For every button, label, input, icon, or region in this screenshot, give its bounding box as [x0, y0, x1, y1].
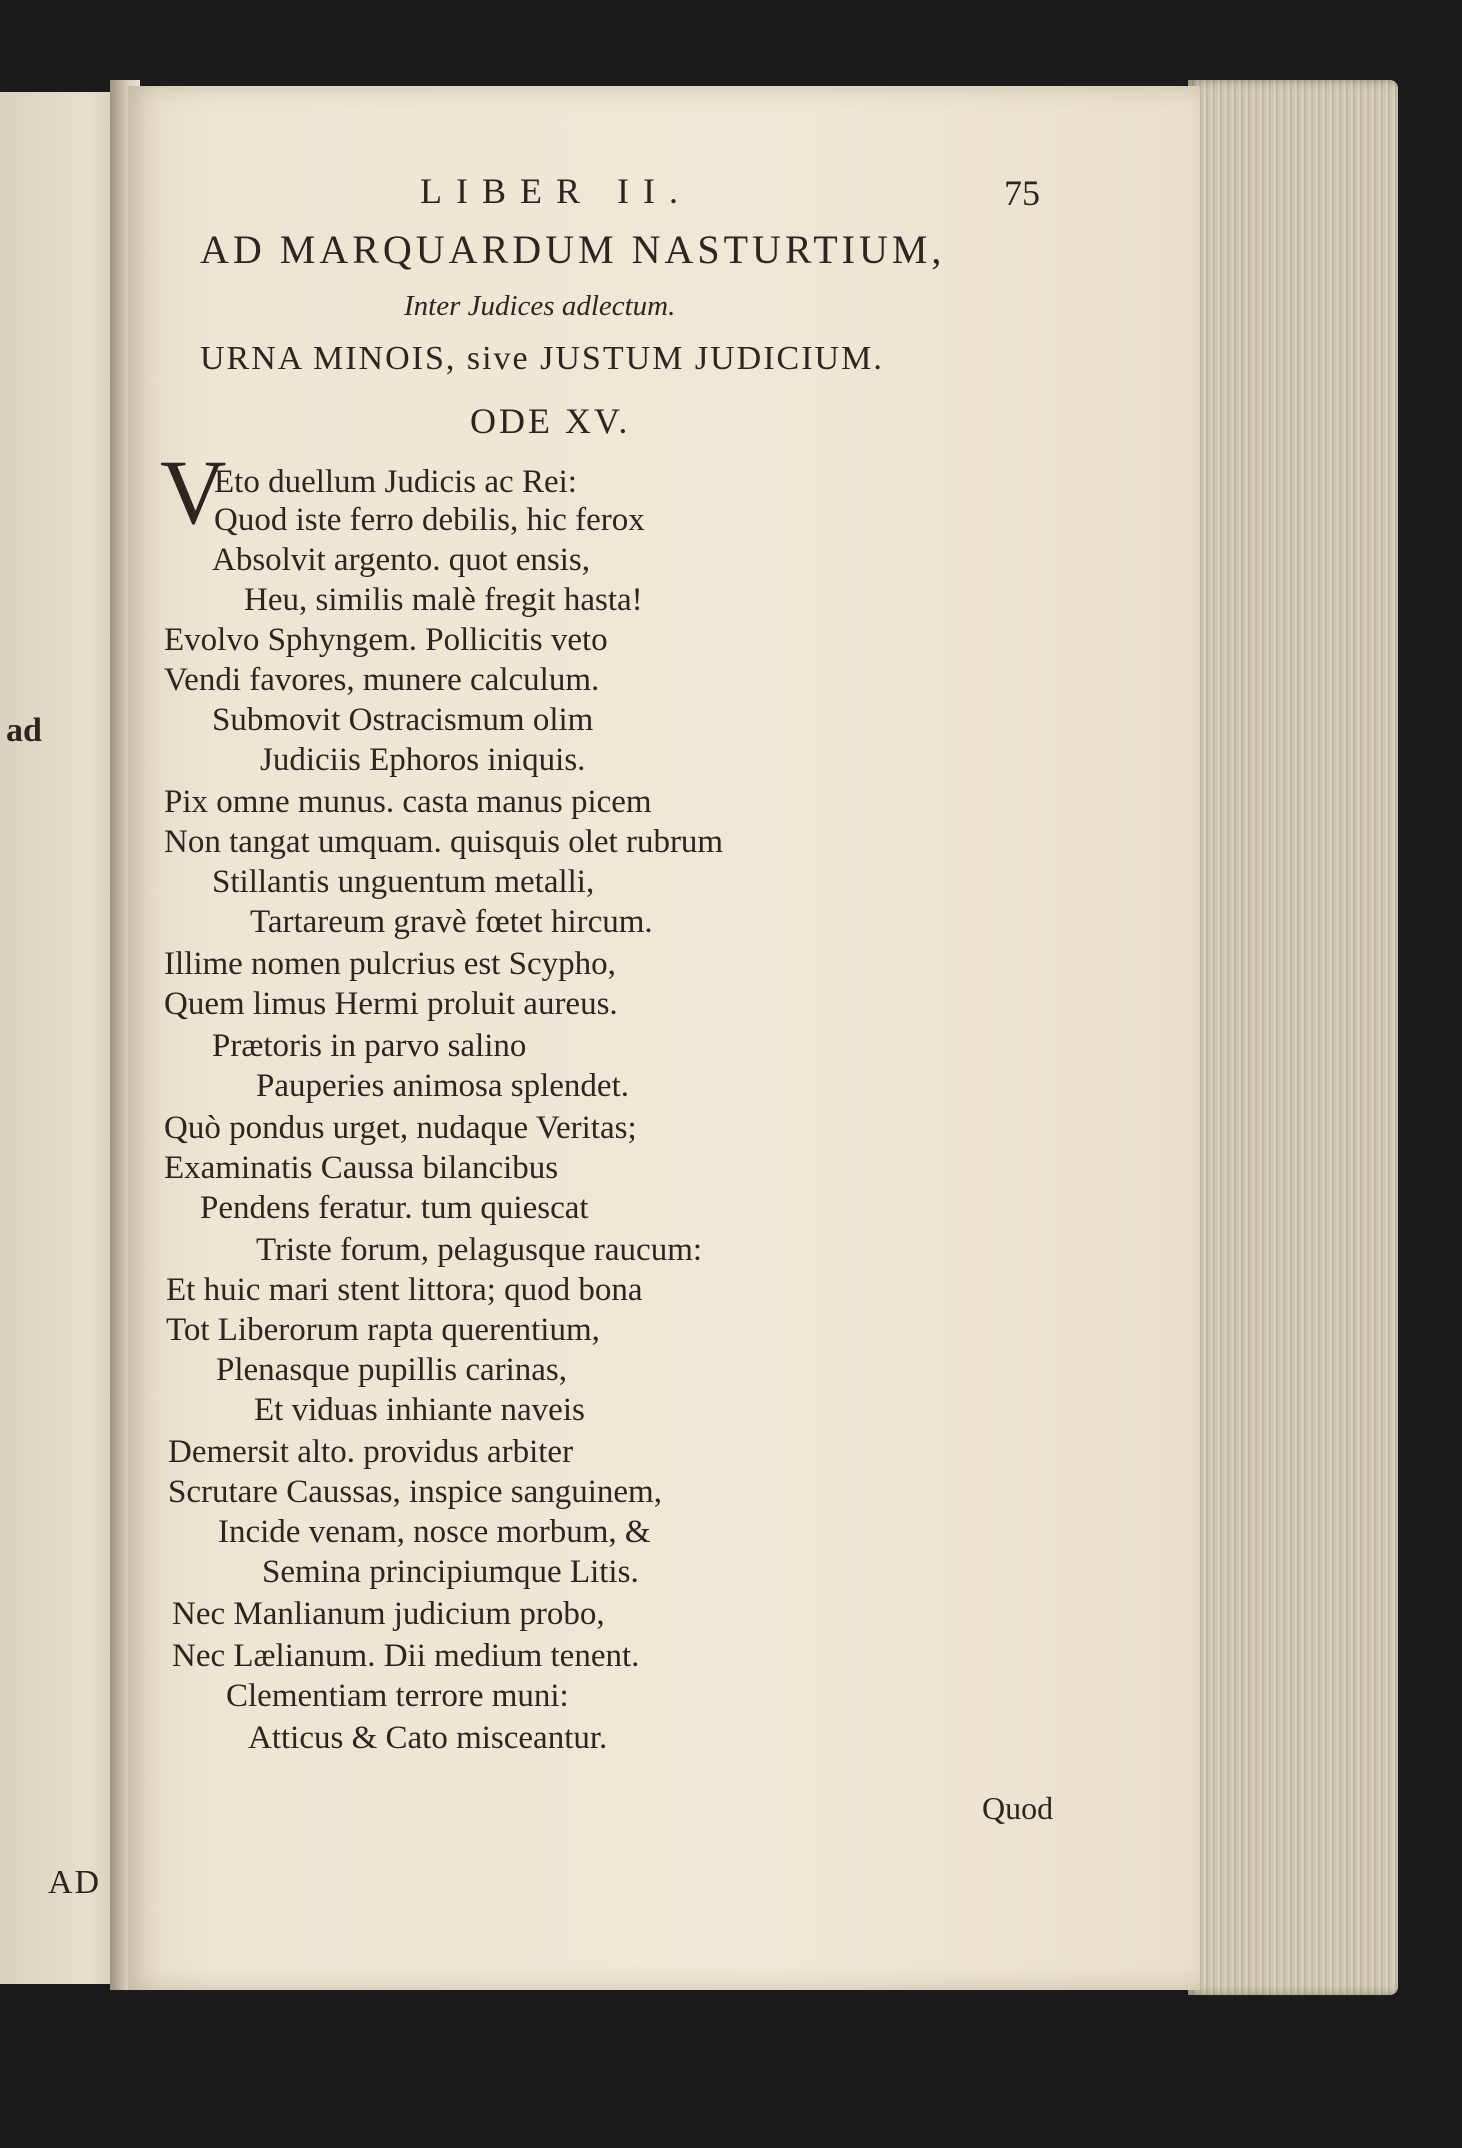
verse-line: Et huic mari stent littora; quod bona [166, 1272, 643, 1308]
poem-subtitle: Inter Judices adlectum. [404, 290, 676, 322]
verse-line: Quem limus Hermi proluit aureus. [164, 986, 618, 1022]
verse-line: Clementiam terrore muni: [226, 1678, 569, 1714]
left-page [0, 92, 128, 1984]
verse-line: Scrutare Caussas, inspice sanguinem, [168, 1474, 662, 1510]
verse-line: Incide venam, nosce morbum, & [218, 1514, 651, 1550]
ode-label: ODE XV. [470, 401, 631, 441]
poem-title: AD MARQUARDUM NASTURTIUM, [200, 227, 946, 272]
verse-line: Judiciis Ephoros iniquis. [260, 742, 586, 778]
verse-line: Absolvit argento. quot ensis, [212, 542, 590, 578]
page-number: 75 [1004, 173, 1040, 213]
verse-line: Stillantis unguentum metalli, [212, 864, 595, 900]
verse-line: Plenasque pupillis carinas, [216, 1352, 568, 1388]
verse-line: Examinatis Caussa bilancibus [164, 1150, 559, 1186]
verse-line: Et viduas inhiante naveis [254, 1392, 585, 1428]
verse-line: Pix omne munus. casta manus picem [164, 784, 652, 820]
verse-line: Submovit Ostracismum olim [212, 702, 594, 738]
verse-line: Non tangat umquam. quisquis olet rubrum [164, 824, 724, 860]
left-margin-mark: ad [6, 712, 42, 749]
verse-line: Eto duellum Judicis ac Rei: [214, 464, 577, 500]
verse-line: Pauperies animosa splendet. [256, 1068, 629, 1104]
verse-line: Quod iste ferro debilis, hic ferox [214, 502, 645, 538]
verse-line: Nec Manlianum judicium probo, [172, 1596, 605, 1632]
drop-cap: V [160, 441, 227, 543]
page-edges [1188, 80, 1398, 1995]
verse-line: Pendens feratur. tum quiescat [200, 1190, 589, 1226]
verse-line: Atticus & Cato misceantur. [248, 1720, 608, 1756]
verse-line: Evolvo Sphyngem. Pollicitis veto [164, 622, 608, 658]
verse-line: Vendi favores, munere calculum. [164, 662, 600, 698]
verse-line: Demersit alto. providus arbiter [168, 1434, 574, 1470]
verse-line: Semina principiumque Litis. [262, 1554, 639, 1590]
left-catchword: AD [48, 1864, 102, 1901]
verse-line: Tot Liberorum rapta querentium, [166, 1312, 600, 1348]
verse-line: Heu, similis malè fregit hasta! [244, 582, 643, 618]
poem-heading: URNA MINOIS, sive JUSTUM JUDICIUM. [200, 340, 884, 377]
verse-line: Nec Lælianum. Dii medium tenent. [172, 1638, 640, 1674]
verse-line: Quò pondus urget, nudaque Veritas; [164, 1110, 637, 1146]
verse-line: Tartareum gravè fœtet hircum. [250, 904, 653, 940]
running-head: LIBER II. [420, 171, 692, 211]
verse-line: Illime nomen pulcrius est Scypho, [164, 946, 616, 982]
verse-line: Prætoris in parvo salino [212, 1028, 527, 1064]
catchword: Quod [982, 1790, 1054, 1826]
verse-line: Triste forum, pelagusque raucum: [256, 1232, 703, 1268]
